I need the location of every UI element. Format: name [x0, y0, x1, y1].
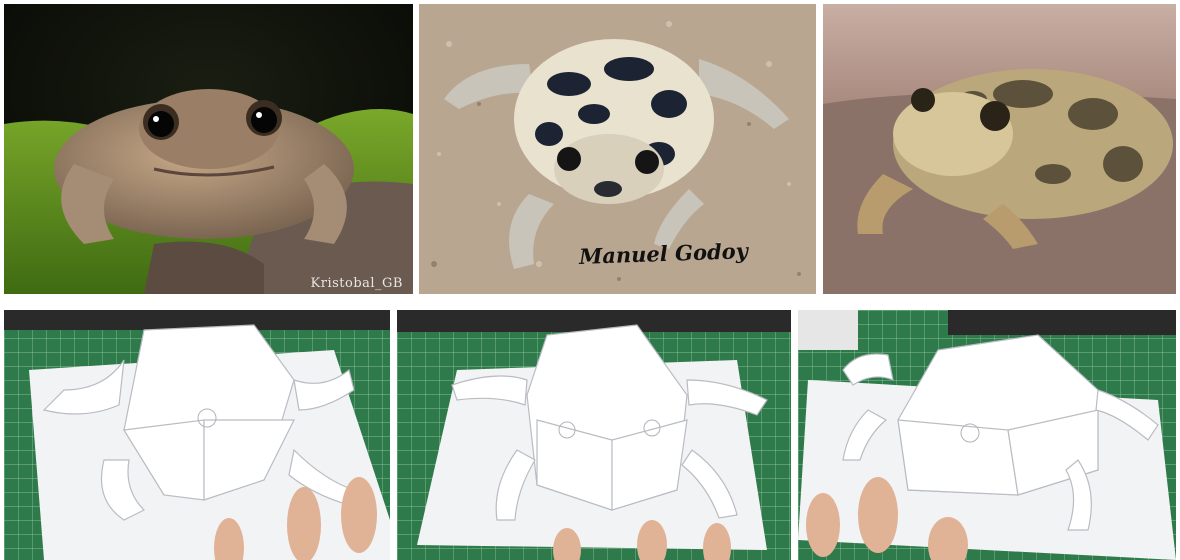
- paper-toad-photo-3: [798, 310, 1176, 560]
- photo-watermark: Manuel Godoy: [578, 238, 749, 269]
- paper-toad-photo-1: [4, 310, 390, 560]
- photo-watermark: Kristobal_GB: [310, 276, 403, 291]
- toad-photo-rock: [823, 4, 1176, 294]
- paper-toad-photo-2: [397, 310, 791, 560]
- toad-photo-moss: [4, 4, 413, 294]
- toad-photo-gravel: [419, 4, 816, 294]
